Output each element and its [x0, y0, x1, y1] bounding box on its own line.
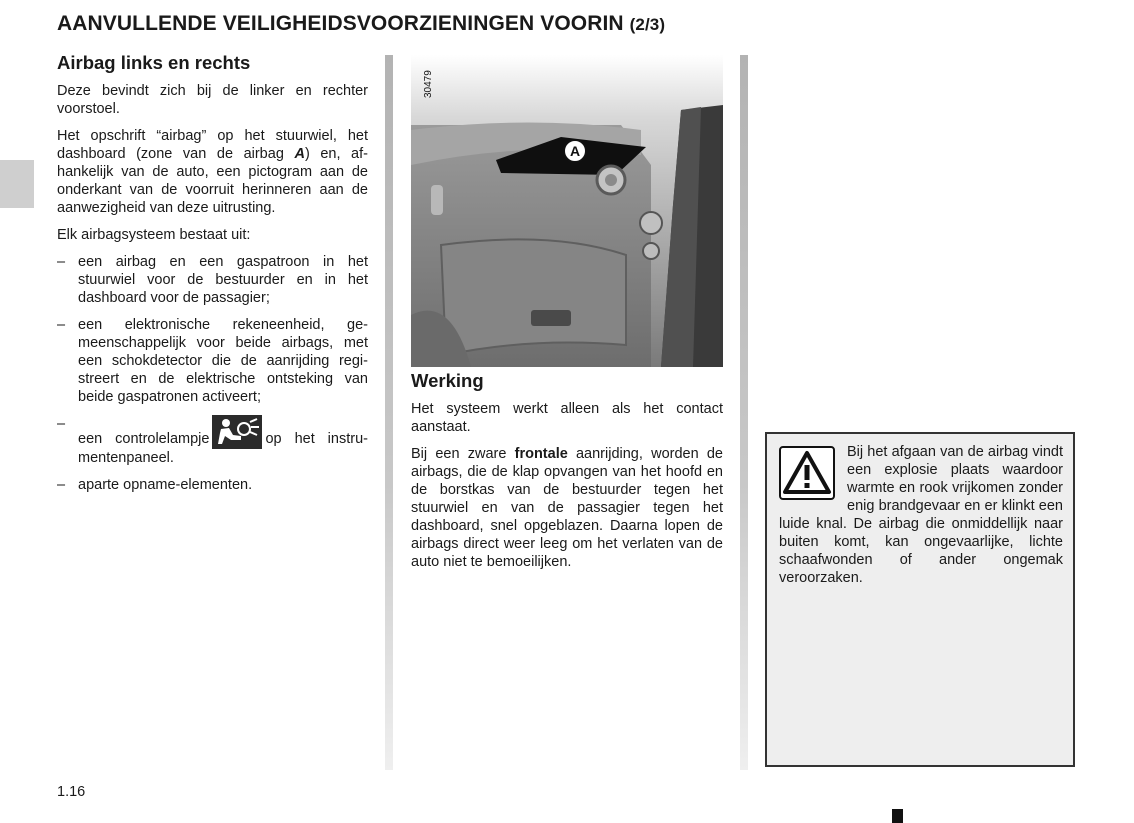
list-item — [57, 253, 368, 307]
end-of-section-mark — [892, 809, 903, 823]
warning-text: Bij het afgaan van de airbag vindt een explosie plaats waardoor warmte en rook vrijkomen zonder enig brandgevaar en er klinkt een luide knal. De airbag die onmiddellijk naar buiten komt, kan ongevaarlijke, lichte schaafwonden of ander ongemak veroorzaken. — [779, 444, 1063, 586]
section-heading: Werking — [411, 370, 484, 391]
paragraph — [411, 445, 723, 571]
page-title-text: AANVULLENDE VEILIGHEIDSVOORZIENINGEN VOORIN — [57, 12, 624, 35]
section-airbag — [57, 52, 368, 503]
paragraph-text: aanrijding, worden de airbags, die de klap opvangen van het hoofd en de borstkas van de bestuurder tegen het stuurwiel en van de passagier tegen het dashboard, snel opgeblazen. Daarna lopen de airbags direct weer leeg om het verlaten van de auto niet te bemoeilijken. — [411, 446, 723, 570]
page-number: 1.16 — [57, 784, 86, 800]
section-heading: Airbag links en rechts — [57, 52, 251, 73]
list-dash: – — [57, 254, 66, 270]
components-list — [57, 253, 368, 494]
paragraph-text: Het opschrift “airbag” op het stuurwiel, het dashboard (zone van de airbag — [57, 128, 368, 162]
column-divider-left — [385, 55, 393, 770]
airbag-warning-lamp-icon — [212, 415, 262, 449]
list-dash: – — [57, 317, 66, 333]
list-item — [57, 316, 368, 406]
page-title — [57, 12, 665, 36]
page-title-part: (2/3) — [629, 15, 666, 34]
list-dash: – — [57, 416, 66, 432]
list-item-text: op het instrumentenpaneel. — [78, 431, 368, 466]
list-item-text: een controlelampje — [78, 431, 210, 447]
list-item-text: een airbag en een gaspatroon in het stuurwiel voor de bestuurder en in het dashboard voor de passagier; — [78, 254, 368, 306]
emphasis: frontale — [514, 446, 568, 462]
paragraph — [57, 127, 368, 217]
paragraph: Het systeem werkt alleen als het contact aanstaat. — [411, 401, 723, 435]
list-dash: – — [57, 477, 66, 493]
chapter-tab — [0, 160, 34, 208]
paragraph: Deze bevindt zich bij de linker en rechter voorstoel. — [57, 83, 368, 117]
warning-box — [765, 432, 1075, 767]
list-item — [57, 415, 368, 467]
paragraph-text: Bij een zware — [411, 446, 515, 462]
column-divider-right — [740, 55, 748, 770]
dashboard-photo — [411, 55, 723, 367]
list-item — [57, 476, 368, 494]
section-werking — [411, 370, 723, 580]
paragraph-text: ) en, afhankelijk van de auto, een pictogram aan de onderkant van de voorruit herinneren aan de aanwezigheid van deze uitrusting. — [57, 146, 368, 216]
figure-label: A — [569, 143, 581, 159]
zone-marker: A — [294, 146, 305, 162]
warning-triangle-icon — [779, 446, 835, 500]
figure-code — [418, 60, 436, 100]
paragraph: Elk airbagsysteem bestaat uit: — [57, 227, 251, 243]
figure-code-text: 30479 — [423, 70, 434, 98]
list-item-text: aparte opname-elementen. — [78, 477, 253, 493]
list-item-text: een elektronische rekeneenheid, gemeenschappelijk voor beide airbags, met een schokdetector die de aanrijding registreert en de elektrische ontsteking van beide gaspatronen activeert; — [78, 317, 368, 405]
